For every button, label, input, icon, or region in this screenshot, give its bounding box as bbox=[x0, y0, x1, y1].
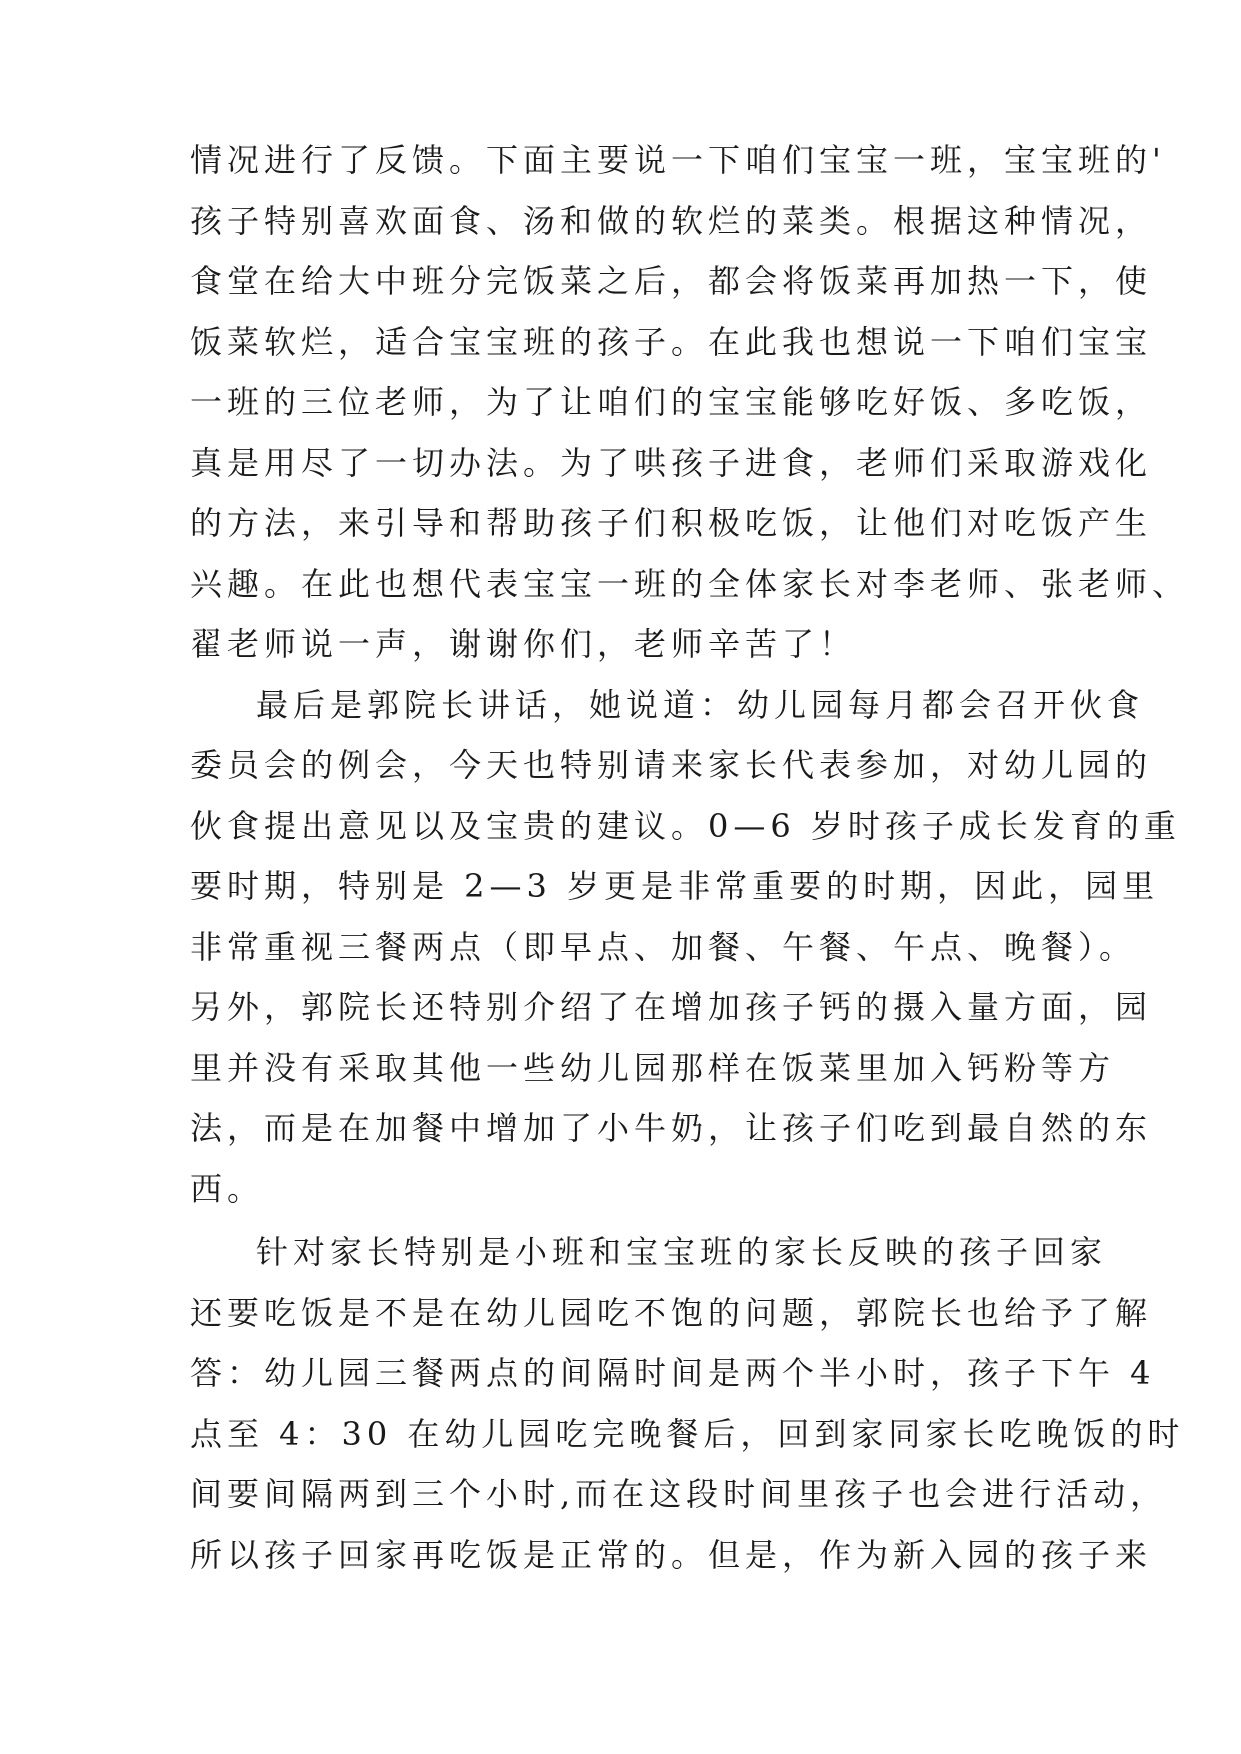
text-line: 最后是郭院长讲话，她说道：幼儿园每月都会召开伙食 bbox=[256, 685, 1145, 724]
text-line: 委员会的例会，今天也特别请来家长代表参加，对幼儿园的 bbox=[190, 746, 1153, 784]
text-line: 点至 4：30 在幼儿园吃完晚餐后，回到家同家长吃晚饭的时 bbox=[190, 1414, 1185, 1453]
text-line: 要时期，特别是 2—3 岁更是非常重要的时期，因此，园里 bbox=[190, 867, 1160, 905]
text-line: 孩子特别喜欢面食、汤和做的软烂的菜类。根据这种情况， bbox=[190, 201, 1153, 240]
text-line: 针对家长特别是小班和宝宝班的家长反映的孩子回家 bbox=[256, 1233, 1108, 1271]
text-line: 西。 bbox=[190, 1169, 265, 1208]
text-line: 翟老师说一声，谢谢你们，老师辛苦了！ bbox=[190, 625, 857, 663]
paragraph-2 bbox=[190, 675, 1181, 1220]
text-line: 的方法，来引导和帮助孩子们积极吃饭，让他们对吃饭产生 bbox=[190, 504, 1153, 542]
text-line: 非常重视三餐两点（即早点、加餐、午餐、午点、晚餐）。 bbox=[190, 927, 1137, 966]
text-line: 所以孩子回家再吃饭是正常的。但是，作为新入园的孩子来 bbox=[190, 1535, 1153, 1574]
text-line: 另外，郭院长还特别介绍了在增加孩子钙的摄入量方面，园 bbox=[190, 988, 1153, 1026]
text-line: 一班的三位老师，为了让咱们的宝宝能够吃好饭、多吃饭， bbox=[190, 383, 1153, 421]
paragraph-3 bbox=[190, 1222, 1185, 1585]
text-line: 兴趣。在此也想代表宝宝一班的全体家长对李老师、张老师、 bbox=[190, 564, 1190, 603]
text-line: 里并没有采取其他一些幼儿园那样在饭菜里加入钙粉等方 bbox=[190, 1048, 1116, 1087]
text-line: 还要吃饭是不是在幼儿园吃不饱的问题，郭院长也给予了解 bbox=[190, 1293, 1153, 1332]
document-body bbox=[190, 130, 1190, 1585]
text-line: 情况进行了反馈。下面主要说一下咱们宝宝一班，宝宝班的' bbox=[190, 141, 1166, 179]
text-line: 真是用尽了一切办法。为了哄孩子进食，老师们采取游戏化 bbox=[190, 443, 1153, 482]
paragraph-1 bbox=[190, 130, 1190, 675]
text-line: 饭菜软烂，适合宝宝班的孩子。在此我也想说一下咱们宝宝 bbox=[190, 322, 1153, 361]
text-line: 答：幼儿园三餐两点的间隔时间是两个半小时，孩子下午 4 bbox=[190, 1354, 1156, 1392]
text-line: 食堂在给大中班分完饭菜之后，都会将饭菜再加热一下，使 bbox=[190, 262, 1153, 300]
text-line: 法，而是在加餐中增加了小牛奶，让孩子们吃到最自然的东 bbox=[190, 1109, 1153, 1147]
text-line: 伙食提出意见以及宝贵的建议。0—6 岁时孩子成长发育的重 bbox=[190, 806, 1181, 845]
text-line: 间要间隔两到三个小时,而在这段时间里孩子也会进行活动， bbox=[190, 1475, 1168, 1513]
